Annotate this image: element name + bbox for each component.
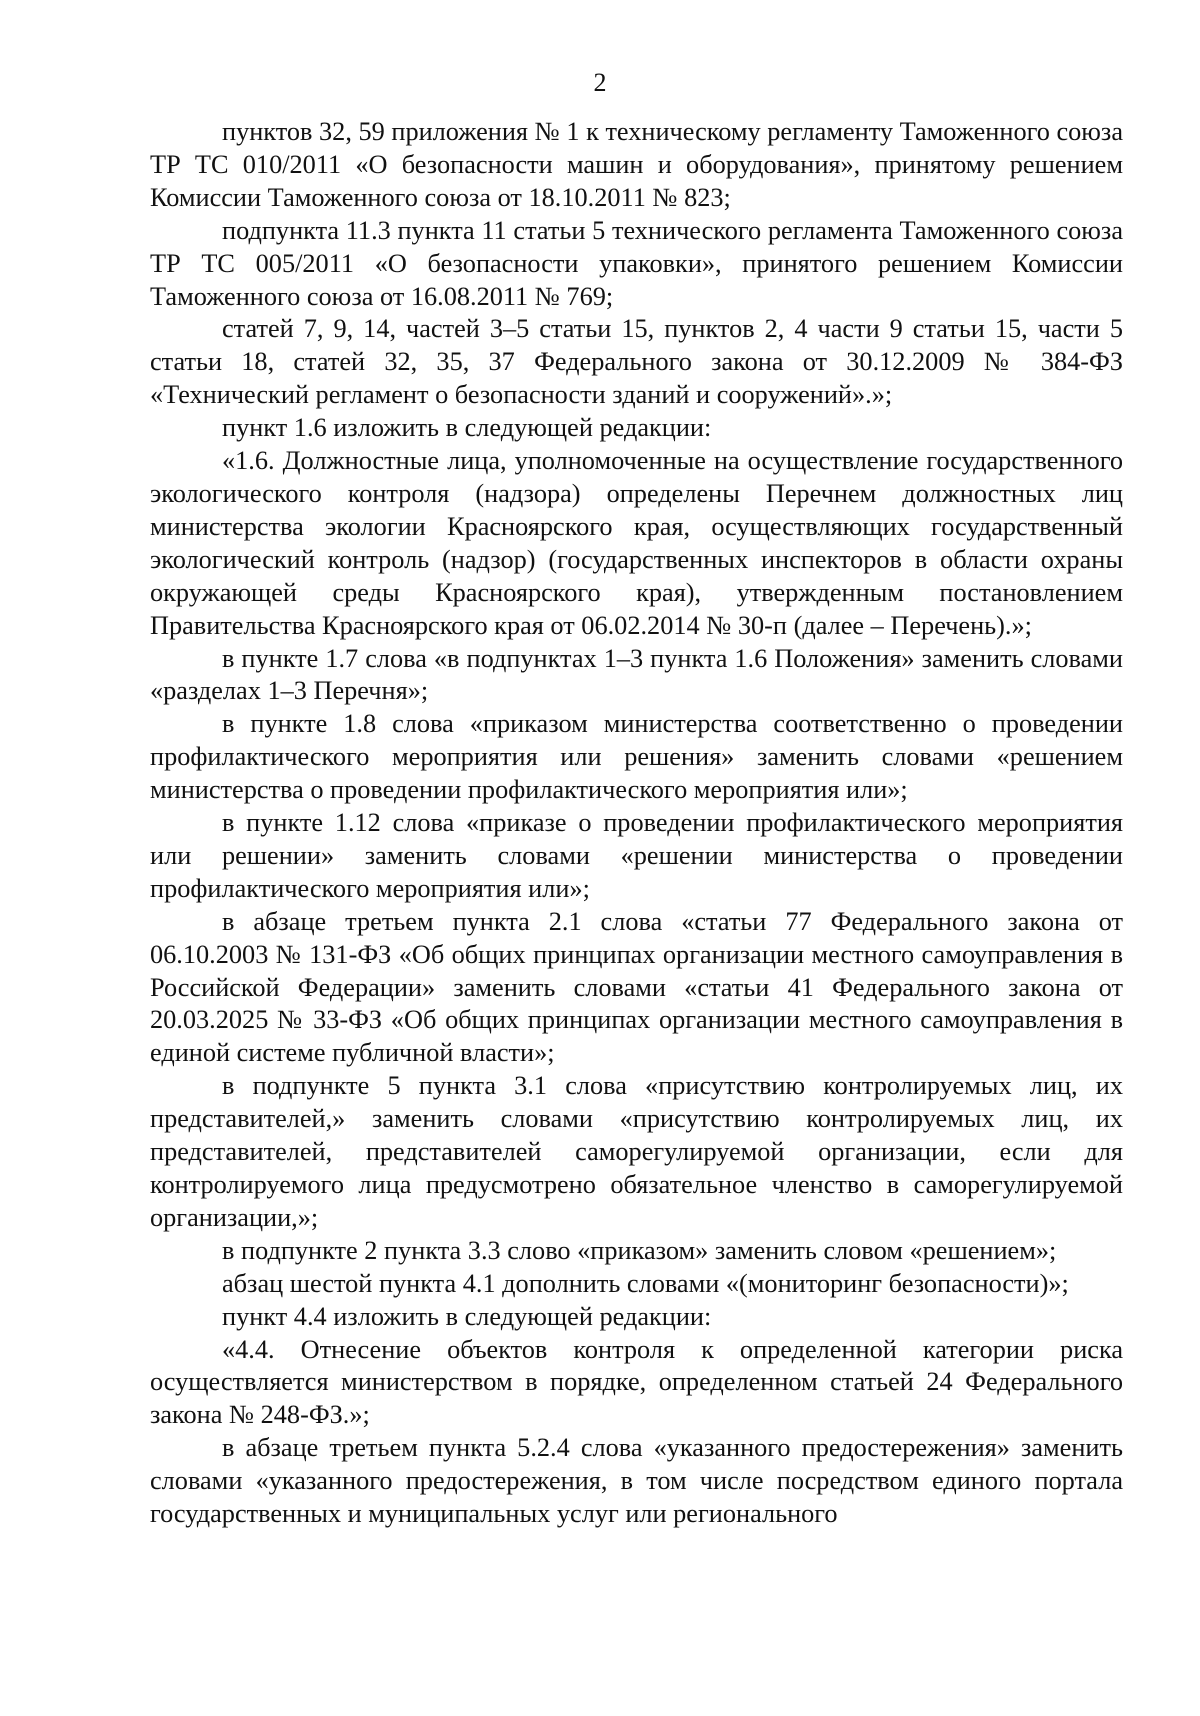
paragraph: абзац шестой пункта 4.1 дополнить словами «(мониторинг безопасности)»; — [222, 1268, 1069, 1298]
document-body — [150, 116, 1123, 1531]
paragraph: в подпункте 5 пункта 3.1 слова «присутствию контролируемых лиц, их представителей,» заменить словами «присутствию контролируемых лиц, их представителей, представителей саморегулируемой организации, если для контролируемого лица предусмотрено обязательное членство в саморегулируемой организации,»; — [150, 1071, 1123, 1232]
page-number: 2 — [593, 68, 607, 97]
paragraph: пунктов 32, 59 приложения № 1 к техническому регламенту Таможенного союза ТР ТС 010/2011 «О безопасности машин и оборудования», принятому решением Комиссии Таможенного союза от 18.10.2011 № 823; — [150, 117, 1123, 212]
paragraph: подпункта 11.3 пункта 11 статьи 5 технического регламента Таможенного союза ТР ТС 005/2011 «О безопасности упаковки», принятого решением Комиссии Таможенного союза от 16.08.2011 № 769; — [150, 215, 1123, 311]
paragraph: пункт 1.6 изложить в следующей редакции: — [222, 413, 712, 443]
paragraph: в подпункте 2 пункта 3.3 слово «приказом» заменить словом «решением»; — [222, 1235, 1057, 1265]
paragraph: пункт 4.4 изложить в следующей редакции: — [222, 1301, 712, 1331]
paragraph: статей 7, 9, 14, частей 3–5 статьи 15, пунктов 2, 4 части 9 статьи 15, части 5 статьи 18, статей 32, 35, 37 Федерального закона от 30.12.2009 № 384-ФЗ «Технический регламент о безопасности зданий и сооружений».»; — [150, 314, 1123, 410]
paragraph: «4.4. Отнесение объектов контроля к определенной категории риска осуществляется министерством в порядке, определенном статьей 24 Федерального закона № 248-ФЗ.»; — [150, 1334, 1123, 1430]
paragraph: в абзаце третьем пункта 5.2.4 слова «указанного предостережения» заменить словами «указанного предостережения, в том числе посредством единого портала государственных и муниципальных услуг или регионального — [150, 1433, 1123, 1529]
paragraph: «1.6. Должностные лица, уполномоченные на осуществление государственного экологического контроля (надзора) определены Перечнем должностных лиц министерства экологии Красноярского края, осуществляющих государственный экологический контроль (надзор) (государственных инспекторов в области охраны окружающей среды Красноярского края), утвержденным постановлением Правительства Красноярского края от 06.02.2014 № 30-п (далее – Перечень).»; — [150, 446, 1123, 640]
paragraph: в пункте 1.12 слова «приказе о проведении профилактического мероприятия или решении» заменить словами «решении министерства о проведении профилактического мероприятия или»; — [150, 808, 1123, 903]
paragraph: в абзаце третьем пункта 2.1 слова «статьи 77 Федерального закона от 06.10.2003 № 131-ФЗ «Об общих принципах организации местного самоуправления в Российской Федерации» заменить словами «статьи 41 Федерального закона от 20.03.2025 № 33-ФЗ «Об общих принципах организации местного самоуправления в единой системе публичной власти»; — [150, 906, 1123, 1068]
paragraph: в пункте 1.7 слова «в подпунктах 1–3 пункта 1.6 Положения» заменить словами «разделах 1–3 Перечня»; — [150, 643, 1123, 706]
paragraph: в пункте 1.8 слова «приказом министерства соответственно о проведении профилактического мероприятия или решения» заменить словами «решением министерства о проведении профилактического мероприятия или»; — [150, 709, 1123, 805]
